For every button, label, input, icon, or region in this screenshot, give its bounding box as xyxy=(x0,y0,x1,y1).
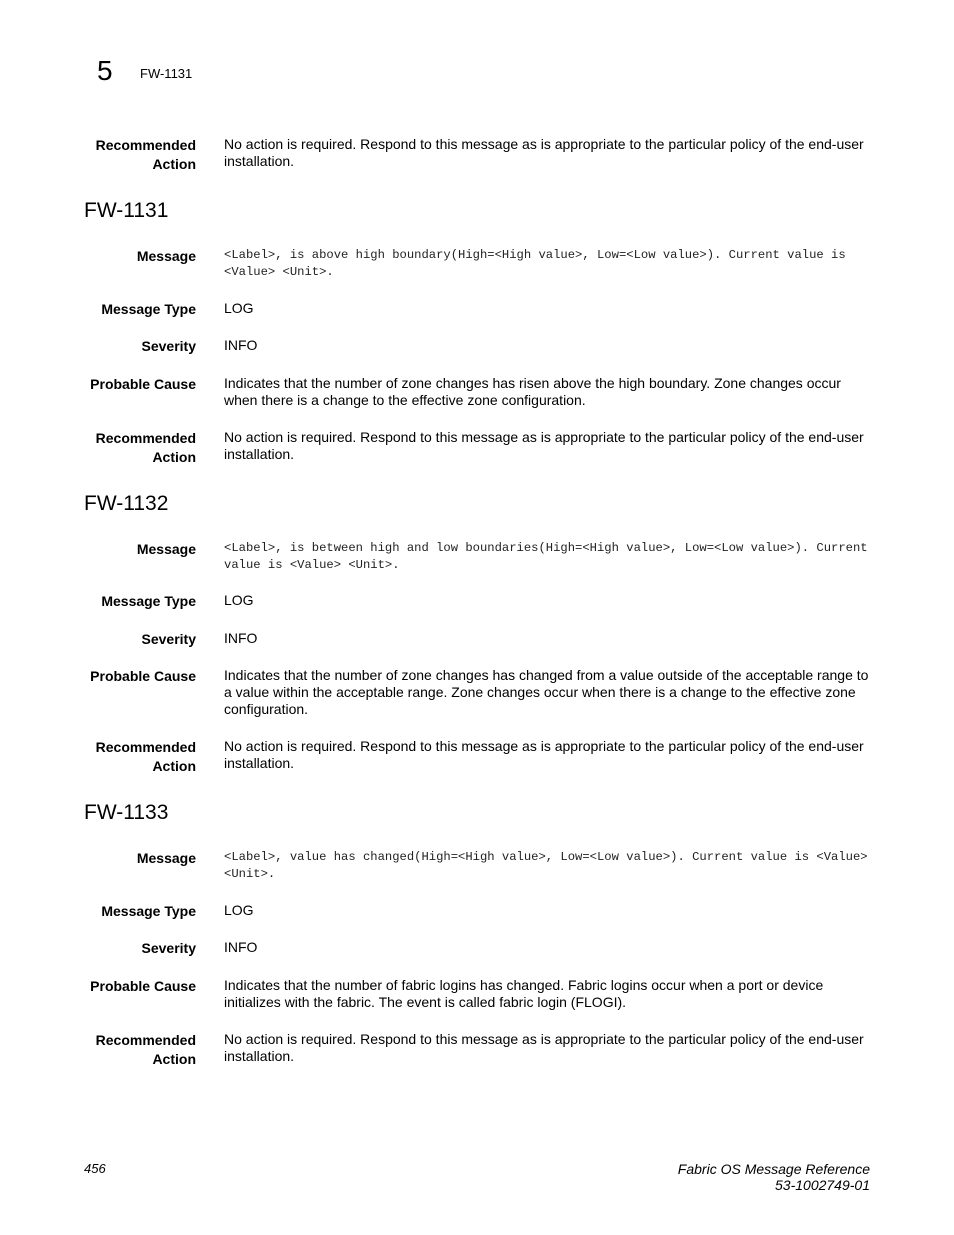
recommended-action-label: Recommended Action xyxy=(95,739,196,774)
probable-cause-label: Probable Cause xyxy=(90,376,196,392)
doc-number: 53-1002749-01 xyxy=(775,1177,870,1193)
message-type-label: Message Type xyxy=(101,593,196,609)
probable-cause-text: Indicates that the number of fabric logins has changed. Fabric logins occur when a port or device initializes with the fabric. The event is called fabric login (FLOGI). xyxy=(224,977,824,1010)
recommended-action-text: No action is required. Respond to this message as is appropriate to the particular policy of the end-user installation. xyxy=(224,1031,864,1064)
message-type-value: LOG xyxy=(224,902,254,918)
chapter-title: FW-1131 xyxy=(140,66,193,81)
probable-cause-text: Indicates that the number of zone changes has risen above the high boundary. Zone changes occur when there is a change to the effective zone configuration. xyxy=(224,375,841,408)
severity-label: Severity xyxy=(141,940,196,956)
section-title: FW-1132 xyxy=(84,492,169,515)
message-type-label: Message Type xyxy=(101,903,196,919)
message-text: <Label>, value has changed(High=<High value>, Low=<Low value>). Current value is <Value> <Unit>. xyxy=(224,850,868,881)
severity-label: Severity xyxy=(141,631,196,647)
probable-cause-label: Probable Cause xyxy=(90,978,196,994)
severity-value: INFO xyxy=(224,630,258,646)
chapter-number: 5 xyxy=(97,55,113,86)
message-label: Message xyxy=(136,850,196,866)
severity-value: INFO xyxy=(224,939,258,955)
message-text: <Label>, is above high boundary(High=<High value>, Low=<Low value>). Current value is <Value> <Unit>. xyxy=(224,248,846,279)
message-label: Message xyxy=(136,248,196,264)
recommended-action-label: Recommended Action xyxy=(95,430,196,465)
severity-label: Severity xyxy=(141,338,196,354)
recommended-action-text: No action is required. Respond to this message as is appropriate to the particular policy of the end-user installation. xyxy=(224,429,864,462)
recommended-action-label: Recommended Action xyxy=(95,137,196,172)
recommended-action-text: No action is required. Respond to this message as is appropriate to the particular policy of the end-user installation. xyxy=(224,738,864,771)
footer-doc-info xyxy=(678,1161,870,1193)
message-label: Message xyxy=(136,541,196,557)
book-title: Fabric OS Message Reference xyxy=(677,1161,870,1177)
message-type-value: LOG xyxy=(224,300,254,316)
page-number: 456 xyxy=(84,1161,106,1176)
section-title: FW-1133 xyxy=(84,801,169,824)
message-type-value: LOG xyxy=(224,592,254,608)
message-text: <Label>, is between high and low boundaries(High=<High value>, Low=<Low value>). Current value is <Value> <Unit>. xyxy=(224,541,868,572)
section-title: FW-1131 xyxy=(84,199,169,222)
probable-cause-text: Indicates that the number of zone changes has changed from a value outside of the acceptable range to a value within the acceptable range. Zone changes occur when there is a change to the effective zone configuration. xyxy=(224,667,869,717)
recommended-action-label: Recommended Action xyxy=(95,1032,196,1067)
message-type-label: Message Type xyxy=(101,301,196,317)
probable-cause-label: Probable Cause xyxy=(90,668,196,684)
severity-value: INFO xyxy=(224,337,258,353)
recommended-action-text: No action is required. Respond to this message as is appropriate to the particular policy of the end-user installation. xyxy=(224,136,864,169)
